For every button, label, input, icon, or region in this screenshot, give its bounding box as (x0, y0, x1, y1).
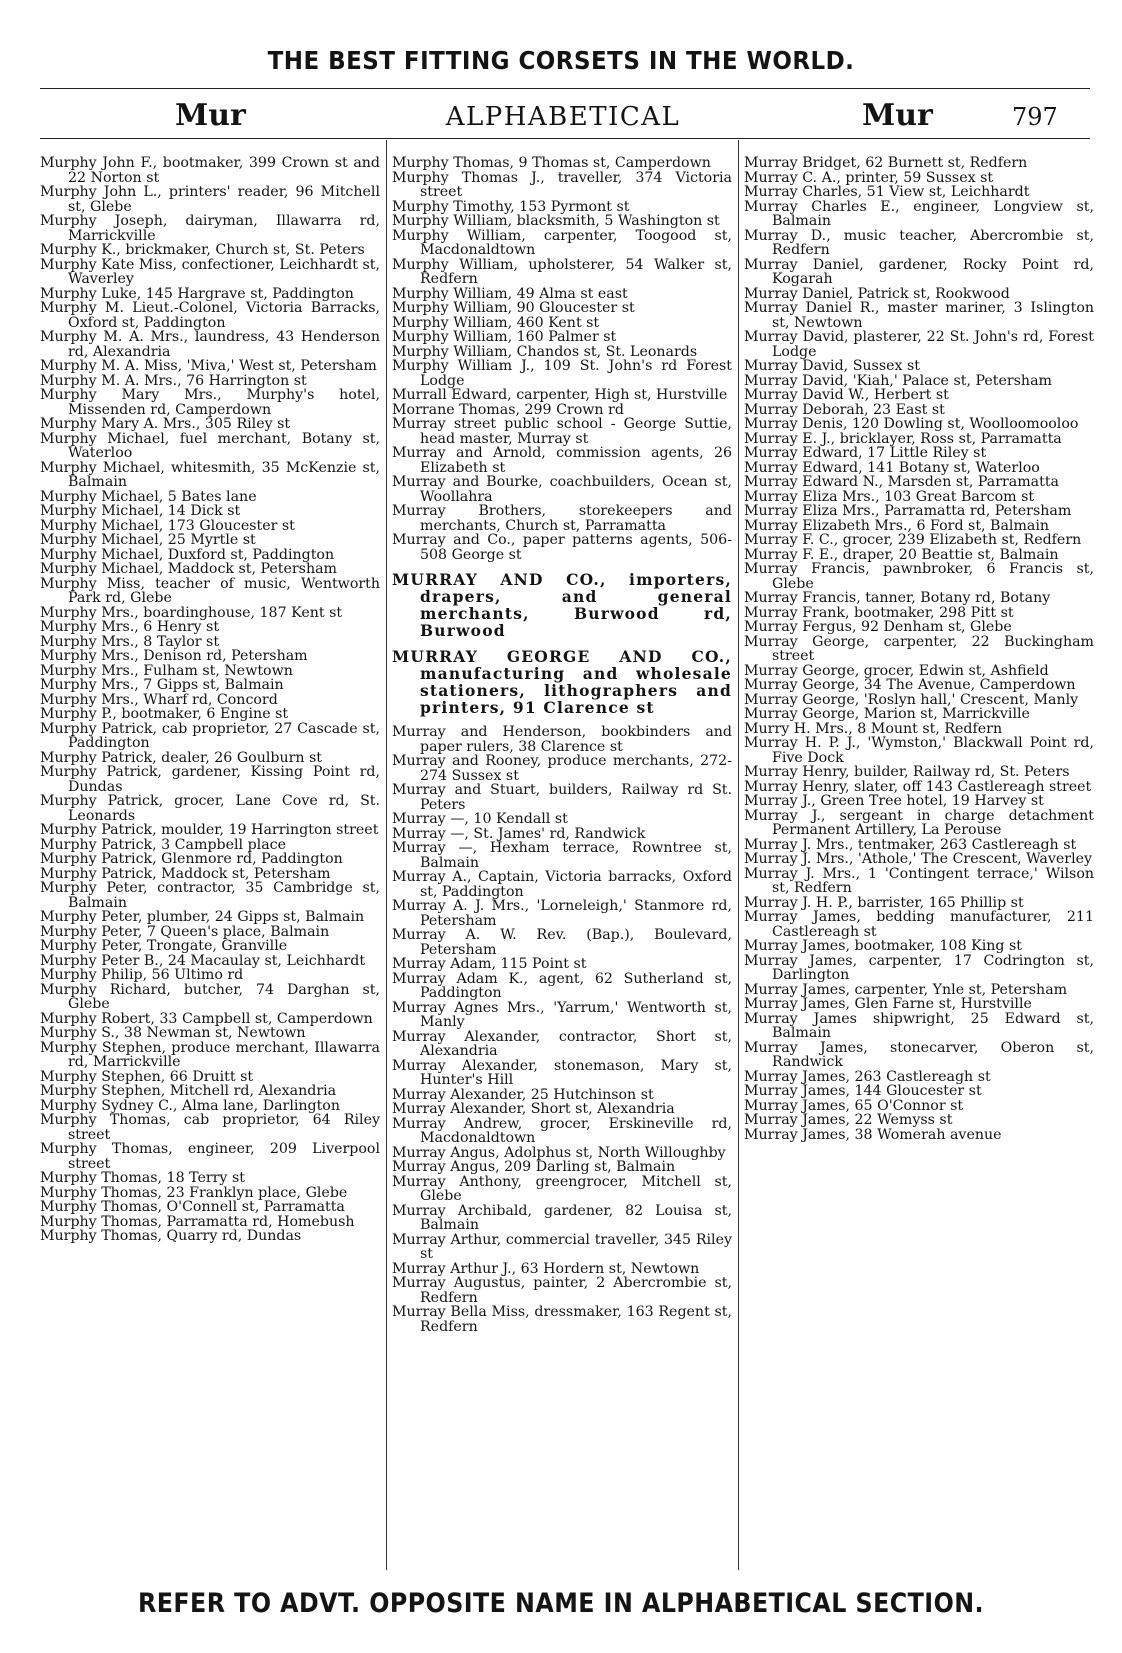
directory-entry: Murphy Michael, 25 Myrtle st (40, 532, 256, 548)
directory-entry: Murphy William, blacksmith, 5 Washington st (392, 213, 720, 229)
directory-entry: Murphy Michael, fuel merchant, Botany st, Waterloo (40, 430, 380, 461)
directory-entry: Murray Archibald, gardener, 82 Louisa st, Balmain (392, 1202, 732, 1233)
directory-entry: Murphy Mrs., 6 Henry st (40, 619, 220, 635)
directory-entry: Murray Eliza Mrs., 103 Great Barcom st (744, 488, 1035, 505)
directory-entry: Murphy M. A. Mrs., 76 Harrington st (40, 372, 307, 389)
bottom-banner: REFER TO ADVT. OPPOSITE NAME IN ALPHABETICAL SECTION. (137, 1588, 985, 1619)
directory-entry: Murray A., Captain, Victoria barracks, Oxford st, Paddington (392, 869, 732, 900)
directory-entry-advert: MURRAY GEORGE AND CO., manufacturing and wholesale stationers, lithographers and printers, 91 Clarence st (392, 647, 732, 717)
directory-entry: Murphy Michael, whitesmith, 35 McKenzie st, Balmain (40, 459, 380, 490)
directory-entry: Murray Charles, 51 View st, Leichhardt (744, 184, 1030, 200)
directory-entry: Murphy Michael, Duxford st, Paddington (40, 546, 335, 563)
directory-entry: Murphy Peter, 7 Queen's place, Balmain (40, 923, 330, 940)
directory-entry: Murphy William, Chandos st, St. Leonards (392, 343, 698, 360)
directory-entry: Murray James, 38 Womerah avenue (744, 1126, 1002, 1143)
directory-entry: Murphy Mrs., 7 Gipps st, Balmain (40, 677, 284, 693)
directory-entry: Murray James, 144 Gloucester st (744, 1083, 982, 1099)
directory-entry: Murray street public school - George Suttie, head master, Murray st (392, 416, 732, 447)
directory-entry: Murphy Patrick, Glenmore rd, Paddington (40, 851, 343, 867)
directory-entry: Morrane Thomas, 299 Crown rd (392, 401, 624, 418)
directory-entry: Murphy M. A. Mrs., laundress, 43 Henderson rd, Alexandria (40, 329, 380, 360)
header-right-guide: Mur (862, 98, 933, 133)
directory-column-3 (744, 156, 1094, 1571)
directory-entry: Murray D., music teacher, Abercrombie st, Redfern (744, 227, 1094, 258)
directory-entry: Murray Anthony, greengrocer, Mitchell st, Glebe (392, 1173, 732, 1204)
directory-entry: Murphy Michael, 173 Gloucester st (40, 517, 295, 534)
directory-entry: Murray Angus, 209 Darling st, Balmain (392, 1159, 676, 1175)
directory-entry: Murray and Rooney, produce merchants, 272-274 Sussex st (392, 753, 732, 784)
directory-entry: Murray Angus, Adolphus st, North Willoughby (392, 1144, 726, 1161)
directory-entry: Murphy Patrick, Maddock st, Petersham (40, 865, 331, 882)
directory-entry: Murray J. Mrs., tentmaker, 263 Castlereagh st (744, 836, 1077, 853)
directory-entry: Murray —, 10 Kendall st (392, 811, 568, 827)
directory-entry: Murray F. C., grocer, 239 Elizabeth st, Redfern (744, 532, 1082, 548)
directory-entry: Murray David, 'Kiah,' Palace st, Petersham (744, 372, 1052, 389)
directory-entry: Murphy Thomas, O'Connell st, Parramatta (40, 1199, 345, 1215)
directory-entry: Murray James, carpenter, 17 Codrington st, Darlington (744, 952, 1094, 983)
directory-entry: Murphy William, upholsterer, 54 Walker st, Redfern (392, 256, 732, 287)
directory-entry: Murphy Mrs., 8 Taylor st (40, 633, 220, 650)
directory-entry: Murphy Thomas, cab proprietor, 64 Riley street (40, 1112, 380, 1143)
directory-entry: Murray James, carpenter, Ynle st, Petersham (744, 981, 1068, 998)
directory-entry: Murray Eliza Mrs., Parramatta rd, Petersham (744, 503, 1072, 519)
directory-entry: Murray James, bedding manufacturer, 211 Castlereagh st (744, 909, 1094, 940)
directory-entry: Murry H. Mrs., 8 Mount st, Redfern (744, 720, 1003, 737)
directory-entry: Murray Agnes Mrs., 'Yarrum,' Wentworth st, Manly (392, 999, 732, 1030)
directory-entry: Murphy Thomas, Quarry rd, Dundas (40, 1228, 302, 1244)
directory-entry: Murray Denis, 120 Dowling st, Woolloomooloo (744, 416, 1079, 432)
directory-entry: Murray George, Marion st, Marrickville (744, 706, 1030, 722)
directory-entry: Murray A. J. Mrs., 'Lorneleigh,' Stanmore rd, Petersham (392, 898, 732, 929)
column-divider-1 (386, 140, 387, 1570)
directory-entry: Murray and Henderson, bookbinders and paper rulers, 38 Clarence st (392, 724, 732, 755)
directory-entry: Murphy John F., bootmaker, 399 Crown st and 22 Norton st (40, 156, 380, 186)
directory-entry: Murphy Patrick, dealer, 26 Goulburn st (40, 749, 322, 766)
directory-entry: Murray James, bootmaker, 108 King st (744, 938, 1022, 954)
directory-entry: Murray E. J., bricklayer, Ross st, Parramatta (744, 430, 1062, 447)
directory-entry: Murphy Peter, contractor, 35 Cambridge st, Balmain (40, 880, 380, 911)
directory-entry: Murray Frank, bootmaker, 298 Pitt st (744, 604, 1014, 621)
directory-entry: Murray and Bourke, coachbuilders, Ocean st, Woollahra (392, 474, 732, 505)
directory-entry: Murphy Stephen, Mitchell rd, Alexandria (40, 1083, 337, 1099)
directory-entry: Murray Henry, builder, Railway rd, St. Peters (744, 764, 1070, 780)
directory-entry: Murphy Thomas J., traveller, 374 Victoria street (392, 169, 732, 200)
directory-entry: Murphy Mrs., Denison rd, Petersham (40, 648, 308, 664)
directory-entry: Murphy Patrick, gardener, Kissing Point rd, Dundas (40, 764, 380, 795)
top-banner: THE BEST FITTING CORSETS IN THE WORLD. (267, 46, 855, 75)
directory-column-1 (40, 156, 380, 1571)
directory-entry: Murphy K., brickmaker, Church st, St. Peters (40, 242, 365, 258)
header-bottom-rule (40, 138, 1090, 139)
directory-entry: Murphy S., 38 Newman st, Newtown (40, 1025, 306, 1041)
directory-entry: Murphy M. A. Miss, 'Miva,' West st, Petersham (40, 358, 377, 374)
directory-entry: Murray George, 'Roslyn hall,' Crescent, Manly (744, 691, 1079, 708)
directory-entry: Murphy Stephen, 66 Druitt st (40, 1068, 254, 1085)
directory-entry: Murphy P., bootmaker, 6 Engine st (40, 706, 289, 722)
directory-entry: Murphy Richard, butcher, 74 Darghan st, Glebe (40, 981, 380, 1012)
directory-entry: Murphy William, carpenter, Toogood st, Macdonaldtown (392, 227, 732, 258)
directory-entry: Murphy Mary A. Mrs., 305 Riley st (40, 416, 291, 432)
directory-entry: Murphy Patrick, grocer, Lane Cove rd, St. Leonards (40, 793, 380, 824)
directory-entry: Murray George, carpenter, 22 Buckingham street (744, 633, 1094, 664)
directory-entry: Murphy Timothy, 153 Pyrmont st (392, 198, 630, 215)
directory-entry: Murray Andrew, grocer, Erskineville rd, Macdonaldtown (392, 1115, 732, 1146)
directory-entry: Murray J. H. P., barrister, 165 Phillip st (744, 894, 1024, 911)
directory-entry: Murray James, 65 O'Connor st (744, 1097, 964, 1114)
directory-entry: Murray and Arnold, commission agents, 26 Elizabeth st (392, 445, 732, 476)
directory-entry: Murray —, Hexham terrace, Rowntree st, Balmain (392, 840, 732, 871)
directory-entry: Murphy Mary Mrs., Murphy's hotel, Missenden rd, Camperdown (40, 387, 380, 418)
directory-entry: Murphy Mrs., Wharf rd, Concord (40, 691, 278, 708)
directory-entry: Murray James, stonecarver, Oberon st, Randwick (744, 1039, 1094, 1070)
directory-entry: Murray Edward, 17 Little Riley st (744, 445, 987, 461)
directory-entry: Murray David, plasterer, 22 St. John's rd, Forest Lodge (744, 329, 1094, 360)
directory-entry: Murray J., sergeant in charge detachment Permanent Artillery, La Perouse (744, 807, 1094, 838)
directory-entry: Murphy Mrs., boardinghouse, 187 Kent st (40, 604, 343, 621)
directory-entry: Murray Elizabeth Mrs., 6 Ford st, Balmain (744, 517, 1050, 534)
directory-entry: Murphy Peter, plumber, 24 Gipps st, Balmain (40, 909, 365, 925)
directory-entry: Murphy Joseph, dairyman, Illawarra rd, Marrickville (40, 213, 380, 244)
directory-entry: Murphy Luke, 145 Hargrave st, Paddington (40, 285, 354, 302)
directory-entry: Murray Arthur, commercial traveller, 345 Riley st (392, 1231, 732, 1262)
directory-entry: Murray C. A., printer, 59 Sussex st (744, 169, 994, 186)
directory-entry: Murphy Michael, Maddock st, Petersham (40, 561, 338, 577)
directory-entry: Murray Daniel, Patrick st, Rookwood (744, 285, 1010, 302)
header-top-rule (40, 88, 1090, 89)
directory-entry: Murphy Thomas, engineer, 209 Liverpool street (40, 1141, 380, 1172)
directory-entry: Murphy Kate Miss, confectioner, Leichhardt st, Waverley (40, 256, 380, 287)
directory-entry: Murray Edward N., Marsden st, Parramatta (744, 474, 1059, 490)
page-number: 797 (1012, 103, 1058, 131)
directory-entry: Murphy M. Lieut.-Colonel, Victoria Barracks, Oxford st, Paddington (40, 300, 380, 331)
directory-entry: Murphy Robert, 33 Campbell st, Camperdown (40, 1010, 373, 1027)
directory-entry: Murphy John L., printers' reader, 96 Mitchell st, Glebe (40, 184, 380, 215)
directory-entry: Murray David, Sussex st (744, 358, 921, 374)
directory-entry: Murphy William J., 109 St. John's rd Forest Lodge (392, 358, 732, 389)
directory-entry: Murray Alexander, 25 Hutchinson st (392, 1086, 654, 1103)
directory-entry: Murphy Michael, 5 Bates lane (40, 488, 257, 505)
column-divider-2 (738, 140, 739, 1570)
directory-entry-advert: MURRAY AND CO., importers, drapers, and general merchants, Burwood rd, Burwood (392, 570, 732, 640)
directory-entry: Murray Alexander, contractor, Short st, Alexandria (392, 1028, 732, 1059)
directory-entry: Murray Fergus, 92 Denham st, Glebe (744, 619, 1012, 635)
directory-entry: Murray A. W. Rev. (Bap.), Boulevard, Petersham (392, 927, 732, 958)
directory-entry: Murphy Thomas, Parramatta rd, Homebush (40, 1213, 355, 1230)
directory-entry: Murray James shipwright, 25 Edward st, Balmain (744, 1010, 1094, 1041)
directory-entry: Murray Bella Miss, dressmaker, 163 Regent st, Redfern (392, 1304, 732, 1335)
directory-entry: Murphy William, 160 Palmer st (392, 329, 617, 345)
directory-entry: Murphy Thomas, 23 Franklyn place, Glebe (40, 1184, 348, 1201)
directory-entry: Murphy Thomas, 18 Terry st (40, 1170, 245, 1186)
directory-entry: Murray and Co., paper patterns agents, 506-508 George st (392, 532, 732, 563)
directory-entry: Murphy William, 49 Alma st east (392, 285, 628, 302)
directory-entry: Murphy Sydney C., Alma lane, Darlington (40, 1097, 340, 1114)
directory-entry: Murphy Miss, teacher of music, Wentworth Park rd, Glebe (40, 575, 380, 606)
directory-entry: Murphy Patrick, 3 Campbell place (40, 836, 287, 853)
directory-entry: Murray Adam K., agent, 62 Sutherland st, Paddington (392, 970, 732, 1001)
directory-entry: Murphy Peter B., 24 Macaulay st, Leichhardt (40, 952, 366, 969)
directory-entry: Murray J. Mrs., 1 'Contingent terrace,' Wilson st, Redfern (744, 865, 1094, 896)
directory-entry: Murray Edward, 141 Botany st, Waterloo (744, 459, 1040, 476)
directory-entry: Murray and Stuart, builders, Railway rd St. Peters (392, 782, 732, 813)
directory-entry: Murray Henry, slater, off 143 Castlereagh street (744, 778, 1092, 795)
directory-entry: Murphy Michael, 14 Dick st (40, 503, 241, 519)
directory-entry: Murray Charles E., engineer, Longview st, Balmain (744, 198, 1094, 229)
directory-entry: Murphy Peter, Trongate, Granville (40, 938, 288, 954)
directory-entry: Murray Bridget, 62 Burnett st, Redfern (744, 156, 1028, 171)
directory-entry: Murray Adam, 115 Point st (392, 956, 587, 972)
directory-entry: Murphy Stephen, produce merchant, Illawarra rd, Marrickville (40, 1039, 380, 1070)
directory-entry: Murray Arthur J., 63 Hordern st, Newtown (392, 1260, 700, 1277)
directory-entry: Murray George, 34 The Avenue, Camperdown (744, 677, 1076, 693)
directory-entry: Murray Brothers, storekeepers and merchants, Church st, Parramatta (392, 503, 732, 534)
directory-entry: Murray Alexander, Short st, Alexandria (392, 1101, 675, 1117)
directory-entry: Murray Francis, pawnbroker, 6 Francis st, Glebe (744, 561, 1094, 592)
directory-entry: Murray James, 22 Wemyss st (744, 1112, 953, 1128)
directory-entry: Murray Augustus, painter, 2 Abercrombie st, Redfern (392, 1275, 732, 1306)
directory-entry: Murray —, St. James' rd, Randwick (392, 825, 646, 842)
directory-entry: Murray Deborah, 23 East st (744, 401, 945, 418)
header-title: ALPHABETICAL (445, 102, 681, 132)
directory-entry: Murphy Mrs., Fulham st, Newtown (40, 662, 293, 679)
directory-entry: Murray Alexander, stonemason, Mary st, Hunter's Hill (392, 1057, 732, 1088)
directory-entry: Murray Daniel, gardener, Rocky Point rd, Kogarah (744, 256, 1094, 287)
directory-entry: Murray Daniel R., master mariner, 3 Islington st, Newtown (744, 300, 1094, 331)
directory-entry: Murray F. E., draper, 20 Beattie st, Balmain (744, 546, 1059, 563)
directory-entry: Murphy William, 460 Kent st (392, 314, 600, 331)
directory-entry: Murphy Thomas, 9 Thomas st, Camperdown (392, 156, 711, 171)
directory-entry: Murrall Edward, carpenter, High st, Hurstville (392, 387, 728, 403)
directory-entry: Murray J. Mrs., 'Athole,' The Crescent, Waverley (744, 851, 1093, 867)
directory-entry: Murphy Philip, 56 Ultimo rd (40, 967, 244, 983)
directory-entry: Murray George, grocer, Edwin st, Ashfield (744, 662, 1049, 679)
directory-entry: Murphy Patrick, cab proprietor, 27 Cascade st, Paddington (40, 720, 380, 751)
directory-entry: Murray H. P. J., 'Wymston,' Blackwall Point rd, Five Dock (744, 735, 1094, 766)
directory-entry: Murphy Patrick, moulder, 19 Harrington street (40, 822, 379, 838)
directory-column-2 (392, 156, 732, 1571)
directory-entry: Murray J., Green Tree hotel, 19 Harvey st (744, 793, 1044, 809)
directory-entry: Murphy William, 90 Gloucester st (392, 300, 635, 316)
directory-entry: Murray James, 263 Castlereagh st (744, 1068, 991, 1085)
directory-entry: Murray Francis, tanner, Botany rd, Botany (744, 590, 1051, 606)
directory-entry: Murray James, Glen Farne st, Hurstville (744, 996, 1032, 1012)
directory-entry: Murray David W., Herbert st (744, 387, 949, 403)
header-left-guide: Mur (175, 98, 246, 133)
